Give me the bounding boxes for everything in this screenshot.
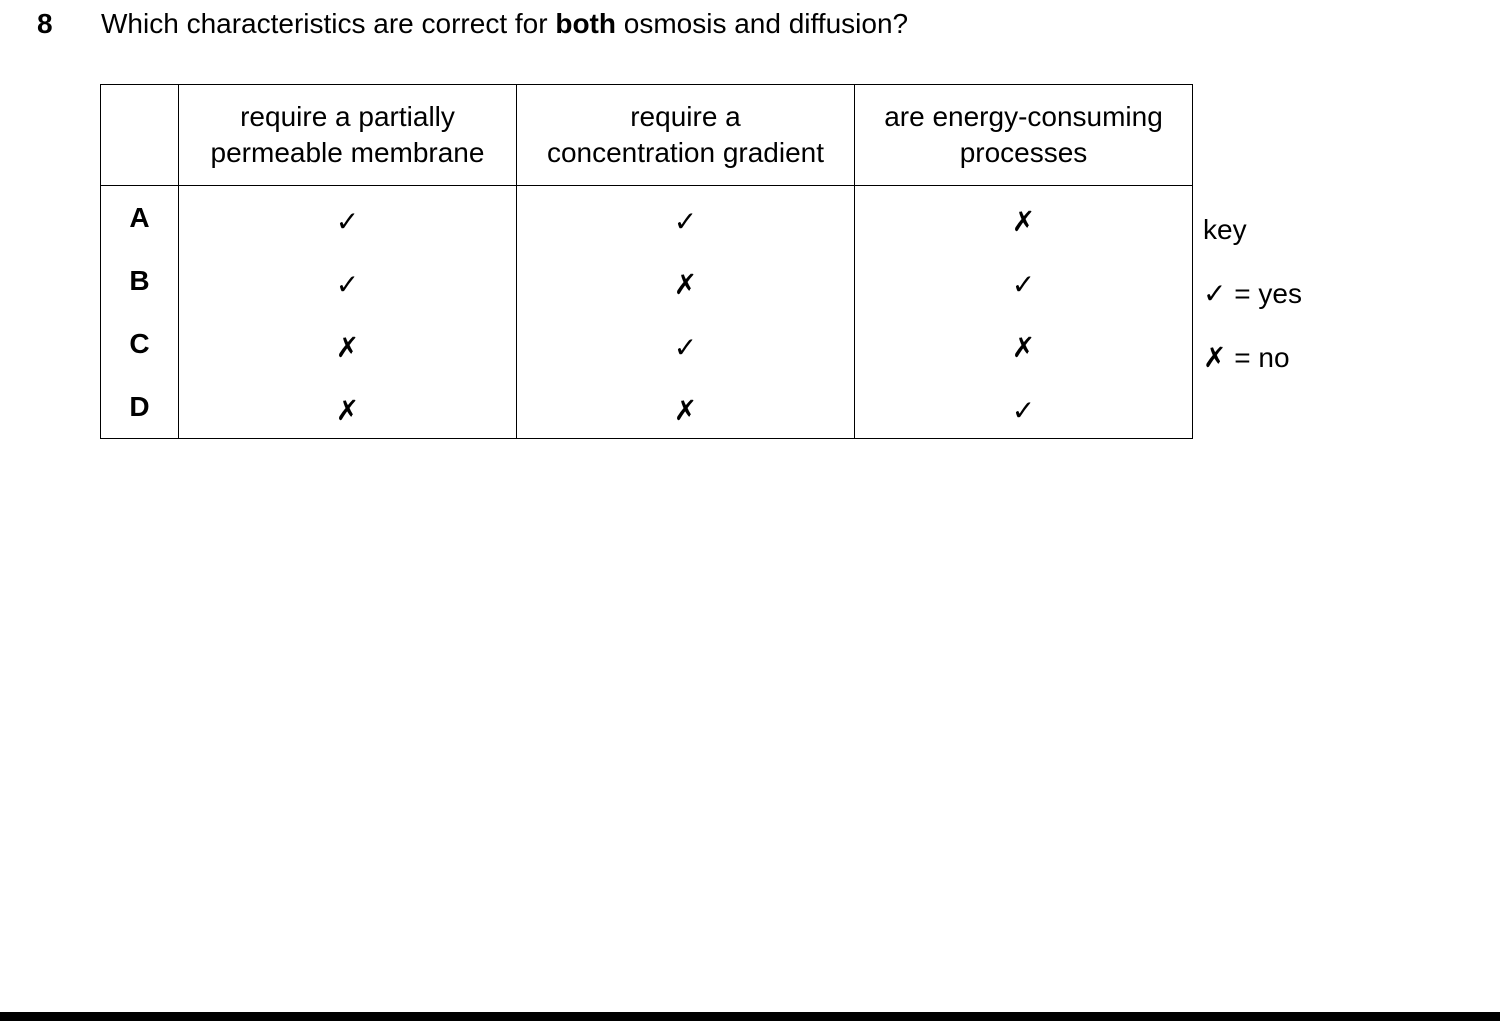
key-title: key (1203, 214, 1247, 245)
mark-icon: ✓ (335, 268, 360, 301)
key-yes (1203, 274, 1302, 338)
corner-cell (101, 85, 179, 186)
key-no (1203, 338, 1302, 402)
table-cell (855, 186, 1193, 250)
table-cell (179, 375, 517, 439)
header-line: permeable membrane (210, 137, 485, 168)
header-line: require a (630, 101, 741, 132)
option-row-d (101, 375, 1193, 439)
question-number: 8 (37, 8, 53, 39)
table-cell (179, 249, 517, 312)
mark-icon: ✗ (673, 268, 698, 301)
header-line: are energy-consuming (884, 101, 1163, 132)
table-cell (517, 375, 855, 439)
row-label: A (101, 186, 179, 250)
mark-icon: ✗ (335, 394, 360, 427)
question-text-start: Which characteristics are correct for (101, 8, 556, 39)
table-cell (855, 375, 1193, 439)
table-cell (855, 312, 1193, 375)
table-cell (179, 186, 517, 250)
mark-icon: ✓ (673, 331, 698, 364)
check-icon: ✓ (1203, 277, 1227, 310)
key-yes-text: = yes (1226, 278, 1302, 309)
mark-icon: ✗ (335, 331, 360, 364)
cross-icon: ✗ (1203, 341, 1227, 374)
mark-icon: ✓ (1011, 268, 1036, 301)
question-text-bold: both (555, 8, 616, 39)
row-label: C (101, 312, 179, 375)
row-label: D (101, 375, 179, 439)
key-no-text: = no (1226, 342, 1290, 373)
table-cell (517, 249, 855, 312)
table-cell (517, 312, 855, 375)
mark-icon: ✓ (335, 205, 360, 238)
option-row-b (101, 249, 1193, 312)
answer-table (100, 84, 1193, 439)
table-cell (179, 312, 517, 375)
column-header-membrane (179, 85, 517, 186)
header-line: processes (959, 137, 1088, 168)
option-row-a (101, 186, 1193, 250)
mark-icon: ✓ (1011, 394, 1036, 427)
table-cell (855, 249, 1193, 312)
key-legend (1203, 210, 1302, 402)
mark-icon: ✗ (1011, 331, 1036, 364)
footer-bar (0, 1012, 1500, 1021)
column-header-gradient (517, 85, 855, 186)
question-text (101, 8, 908, 40)
mark-icon: ✗ (673, 394, 698, 427)
header-line: concentration gradient (546, 137, 825, 168)
mark-icon: ✗ (1011, 205, 1036, 238)
header-row (101, 85, 1193, 186)
row-label: B (101, 249, 179, 312)
option-row-c (101, 312, 1193, 375)
table-cell (517, 186, 855, 250)
column-header-energy (855, 85, 1193, 186)
mark-icon: ✓ (673, 205, 698, 238)
header-line: require a partially (240, 101, 455, 132)
question-text-end: osmosis and diffusion? (615, 8, 909, 39)
